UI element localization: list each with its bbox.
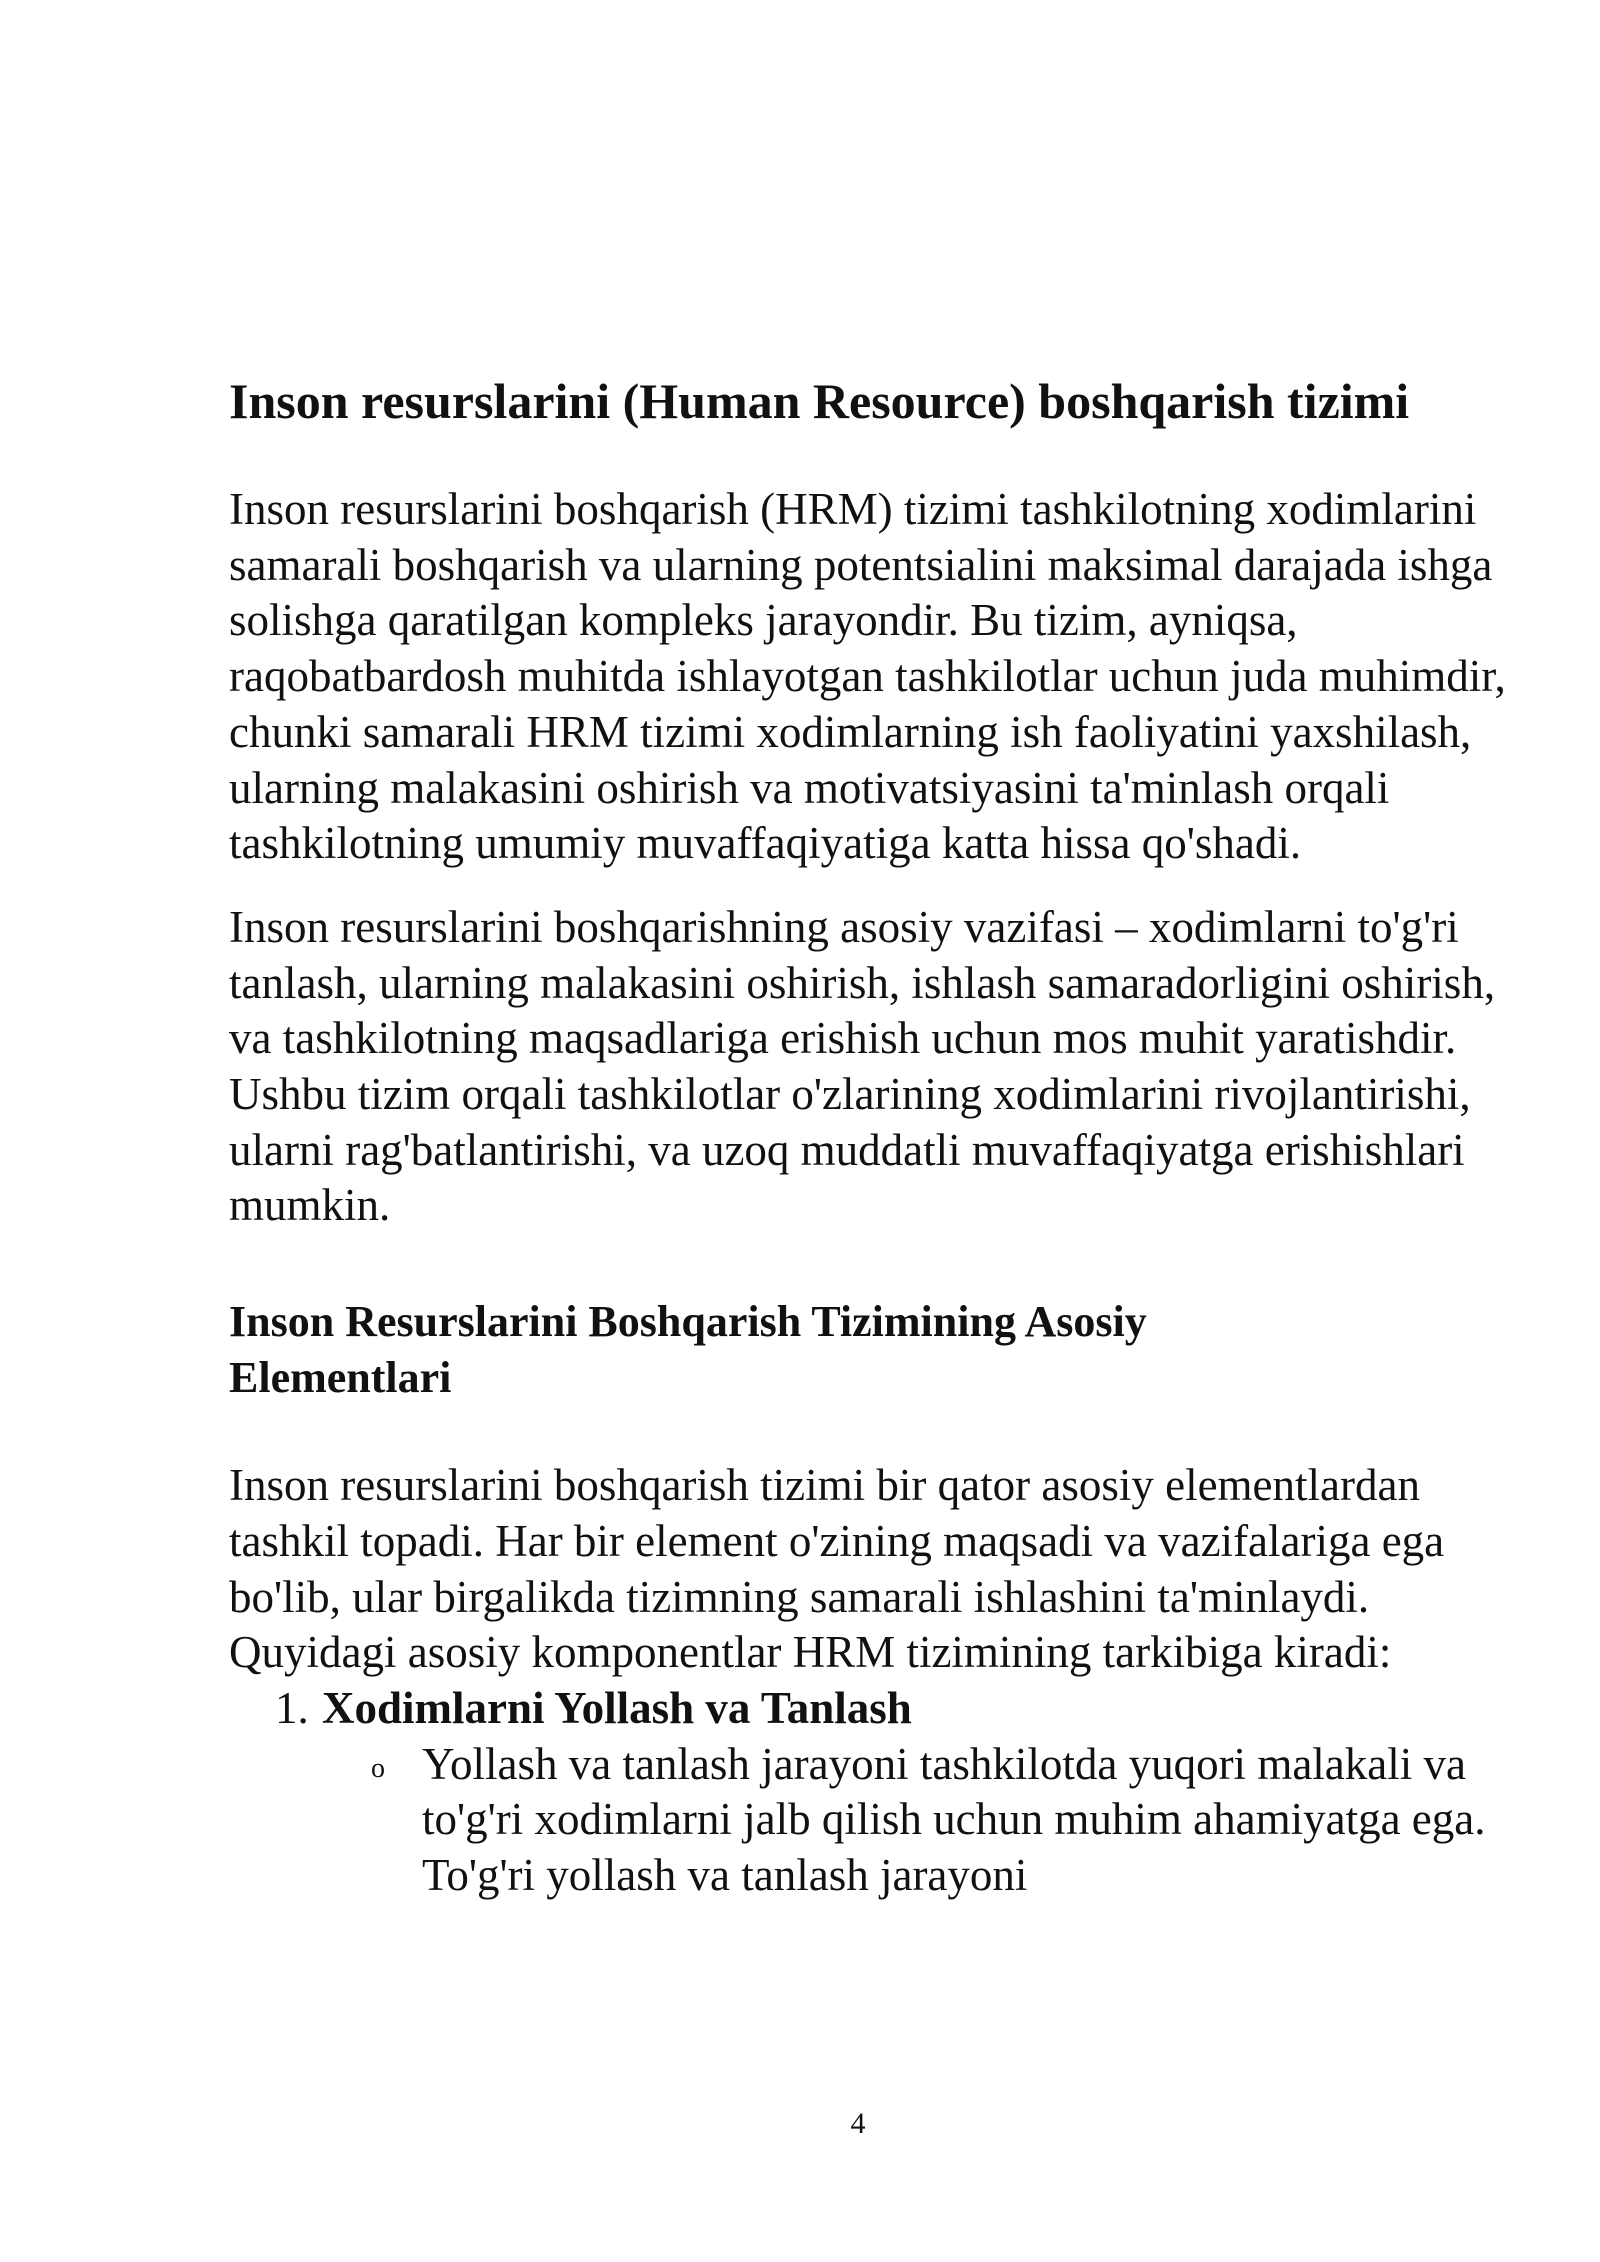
sub-list-text: Yollash va tanlash jarayoni tashkilotda yuqori malakali va to'g'ri xodimlarni jalb qilish uchun muhim ahamiyatga ega. To'g'ri yollash va tanlash jarayoni	[422, 1738, 1486, 1901]
elements-list	[229, 1681, 1529, 1904]
bullet-icon: o	[371, 1752, 385, 1784]
list-item-number: 1.	[275, 1682, 309, 1733]
section-heading: Inson Resurslarini Boshqarish Tizimining Asosiy Elementlari	[229, 1297, 1147, 1403]
document-title: Inson resurslarini (Human Resource) boshqarish tizimi	[229, 373, 1410, 429]
page-content	[229, 370, 1529, 1904]
section-intro: Inson resurslarini boshqarish tizimi bir qator asosiy elementlardan tashkil topadi. Har bir element o'zining maqsadi va vazifalariga ega bo'lib, ular birgalikda tizimning samarali ishlashini ta'minlaydi. Quyidagi asosiy komponentlar HRM tizimining tarkibiga kiradi:	[229, 1460, 1445, 1678]
page-number: 4	[850, 2107, 866, 2140]
sub-list	[229, 1737, 1529, 1904]
list-item	[229, 1681, 1529, 1904]
paragraph-2: Inson resurslarini boshqarishning asosiy vazifasi – xodimlarni to'g'ri tanlash, ularning malakasini oshirish, ishlash samaradorligini oshirish, va tashkilotning maqsadlariga erishish uchun mos muhit yaratishdir. Ushbu tizim orqali tashkilotlar o'zlarining xodimlarini rivojlantirishi, ularni rag'batlantirishi, va uzoq muddatli muvaffaqiyatga erishishlari mumkin.	[229, 901, 1496, 1231]
list-item-title: Xodimlarni Yollash va Tanlash	[322, 1682, 912, 1733]
paragraph-1: Inson resurslarini boshqarish (HRM) tizimi tashkilotning xodimlarini samarali boshqarish va ularning potentsialini maksimal darajada ishga solishga qaratilgan kompleks jarayondir. Bu tizim, ayniqsa, raqobatbardosh muhitda ishlayotgan tashkilotlar uchun juda muhimdir, chunki samarali HRM tizimi xodimlarning ish faoliyatini yaxshilash, ularning malakasini oshirish va motivatsiyasini ta'minlash orqali tashkilotning umumiy muvaffaqiyatiga katta hissa qo'shadi.	[229, 484, 1506, 869]
sub-list-item	[229, 1737, 1542, 1904]
